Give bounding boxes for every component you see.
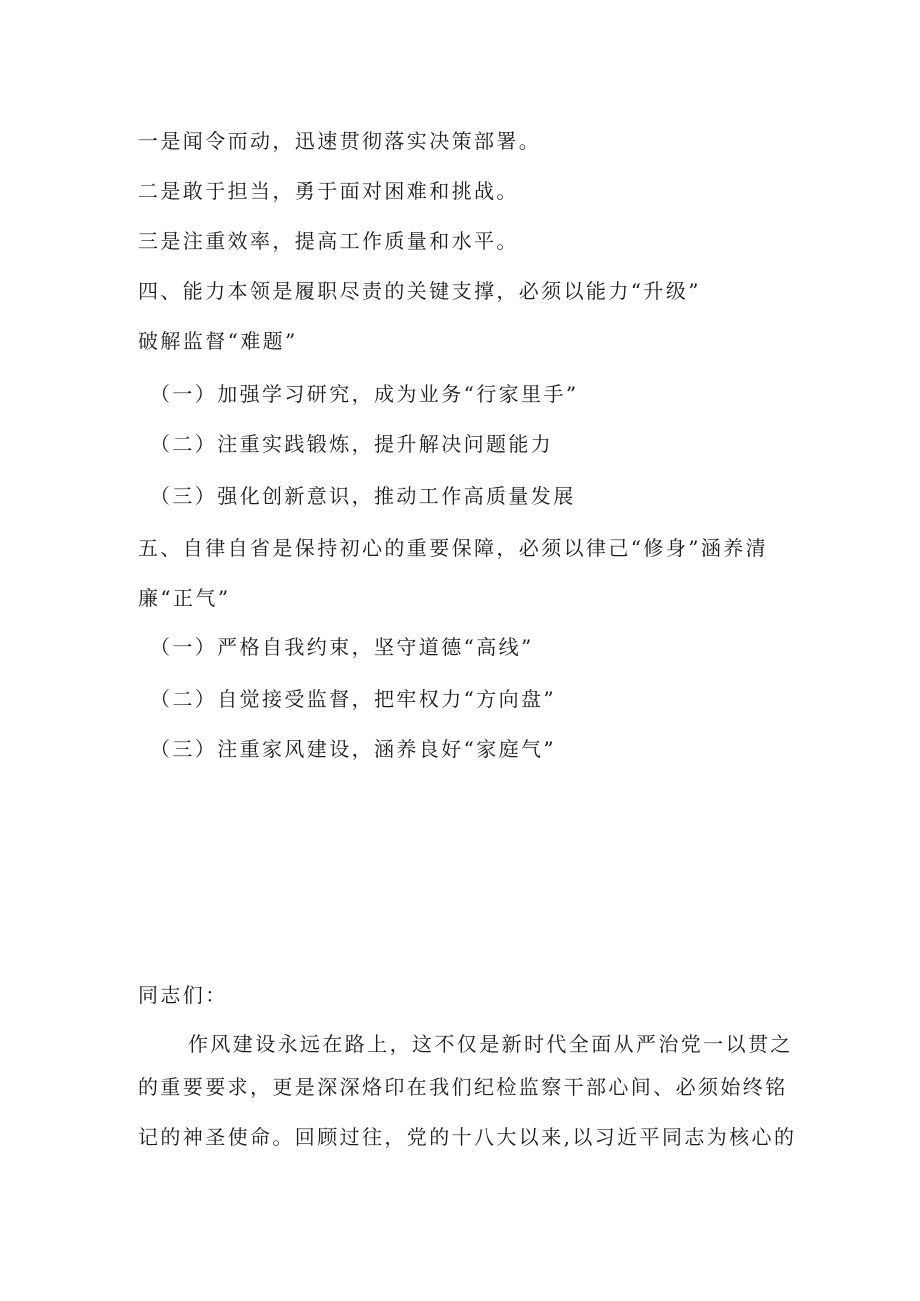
section-heading-5-cont: 廉“正气” [138, 586, 231, 610]
section-heading-4: 四、能力本领是履职尽责的关键支撑，必须以能力“升级” [138, 279, 701, 303]
outline-line-1: 一是闻令而动，迅速贯彻落实决策部署。 [138, 129, 542, 153]
subsection-4-3: （三）强化创新意识，推动工作高质量发展 [150, 484, 576, 508]
paragraph-line-1: 作风建设永远在路上，这不仅是新时代全面从严治党一以贯之 [188, 1032, 793, 1056]
subsection-5-2: （二）自觉接受监督，把牢权力“方向盘” [150, 687, 557, 711]
section-heading-4-cont: 破解监督“难题” [138, 329, 298, 353]
paragraph-line-3: 记的神圣使命。回顾过往，党的十八大以来,以习近平同志为核心的 [138, 1125, 797, 1149]
subsection-5-1: （一）严格自我约束，坚守道德“高线” [150, 635, 534, 659]
outline-line-3: 三是注重效率，提高工作质量和水平。 [138, 229, 519, 253]
salutation: 同志们： [138, 983, 228, 1007]
subsection-4-1: （一）加强学习研究，成为业务“行家里手” [150, 382, 579, 406]
subsection-5-3: （三）注重家风建设，涵养良好“家庭气” [150, 737, 557, 761]
outline-line-2: 二是敢于担当，勇于面对困难和挑战。 [138, 179, 519, 203]
section-heading-5: 五、自律自省是保持初心的重要保障，必须以律己“修身”涵养清 [138, 536, 769, 560]
subsection-4-2: （二）注重实践锻炼，提升解决问题能力 [150, 432, 554, 456]
paragraph-line-2: 的重要要求，更是深深烙印在我们纪检监察干部心间、必须始终铭 [138, 1075, 788, 1099]
